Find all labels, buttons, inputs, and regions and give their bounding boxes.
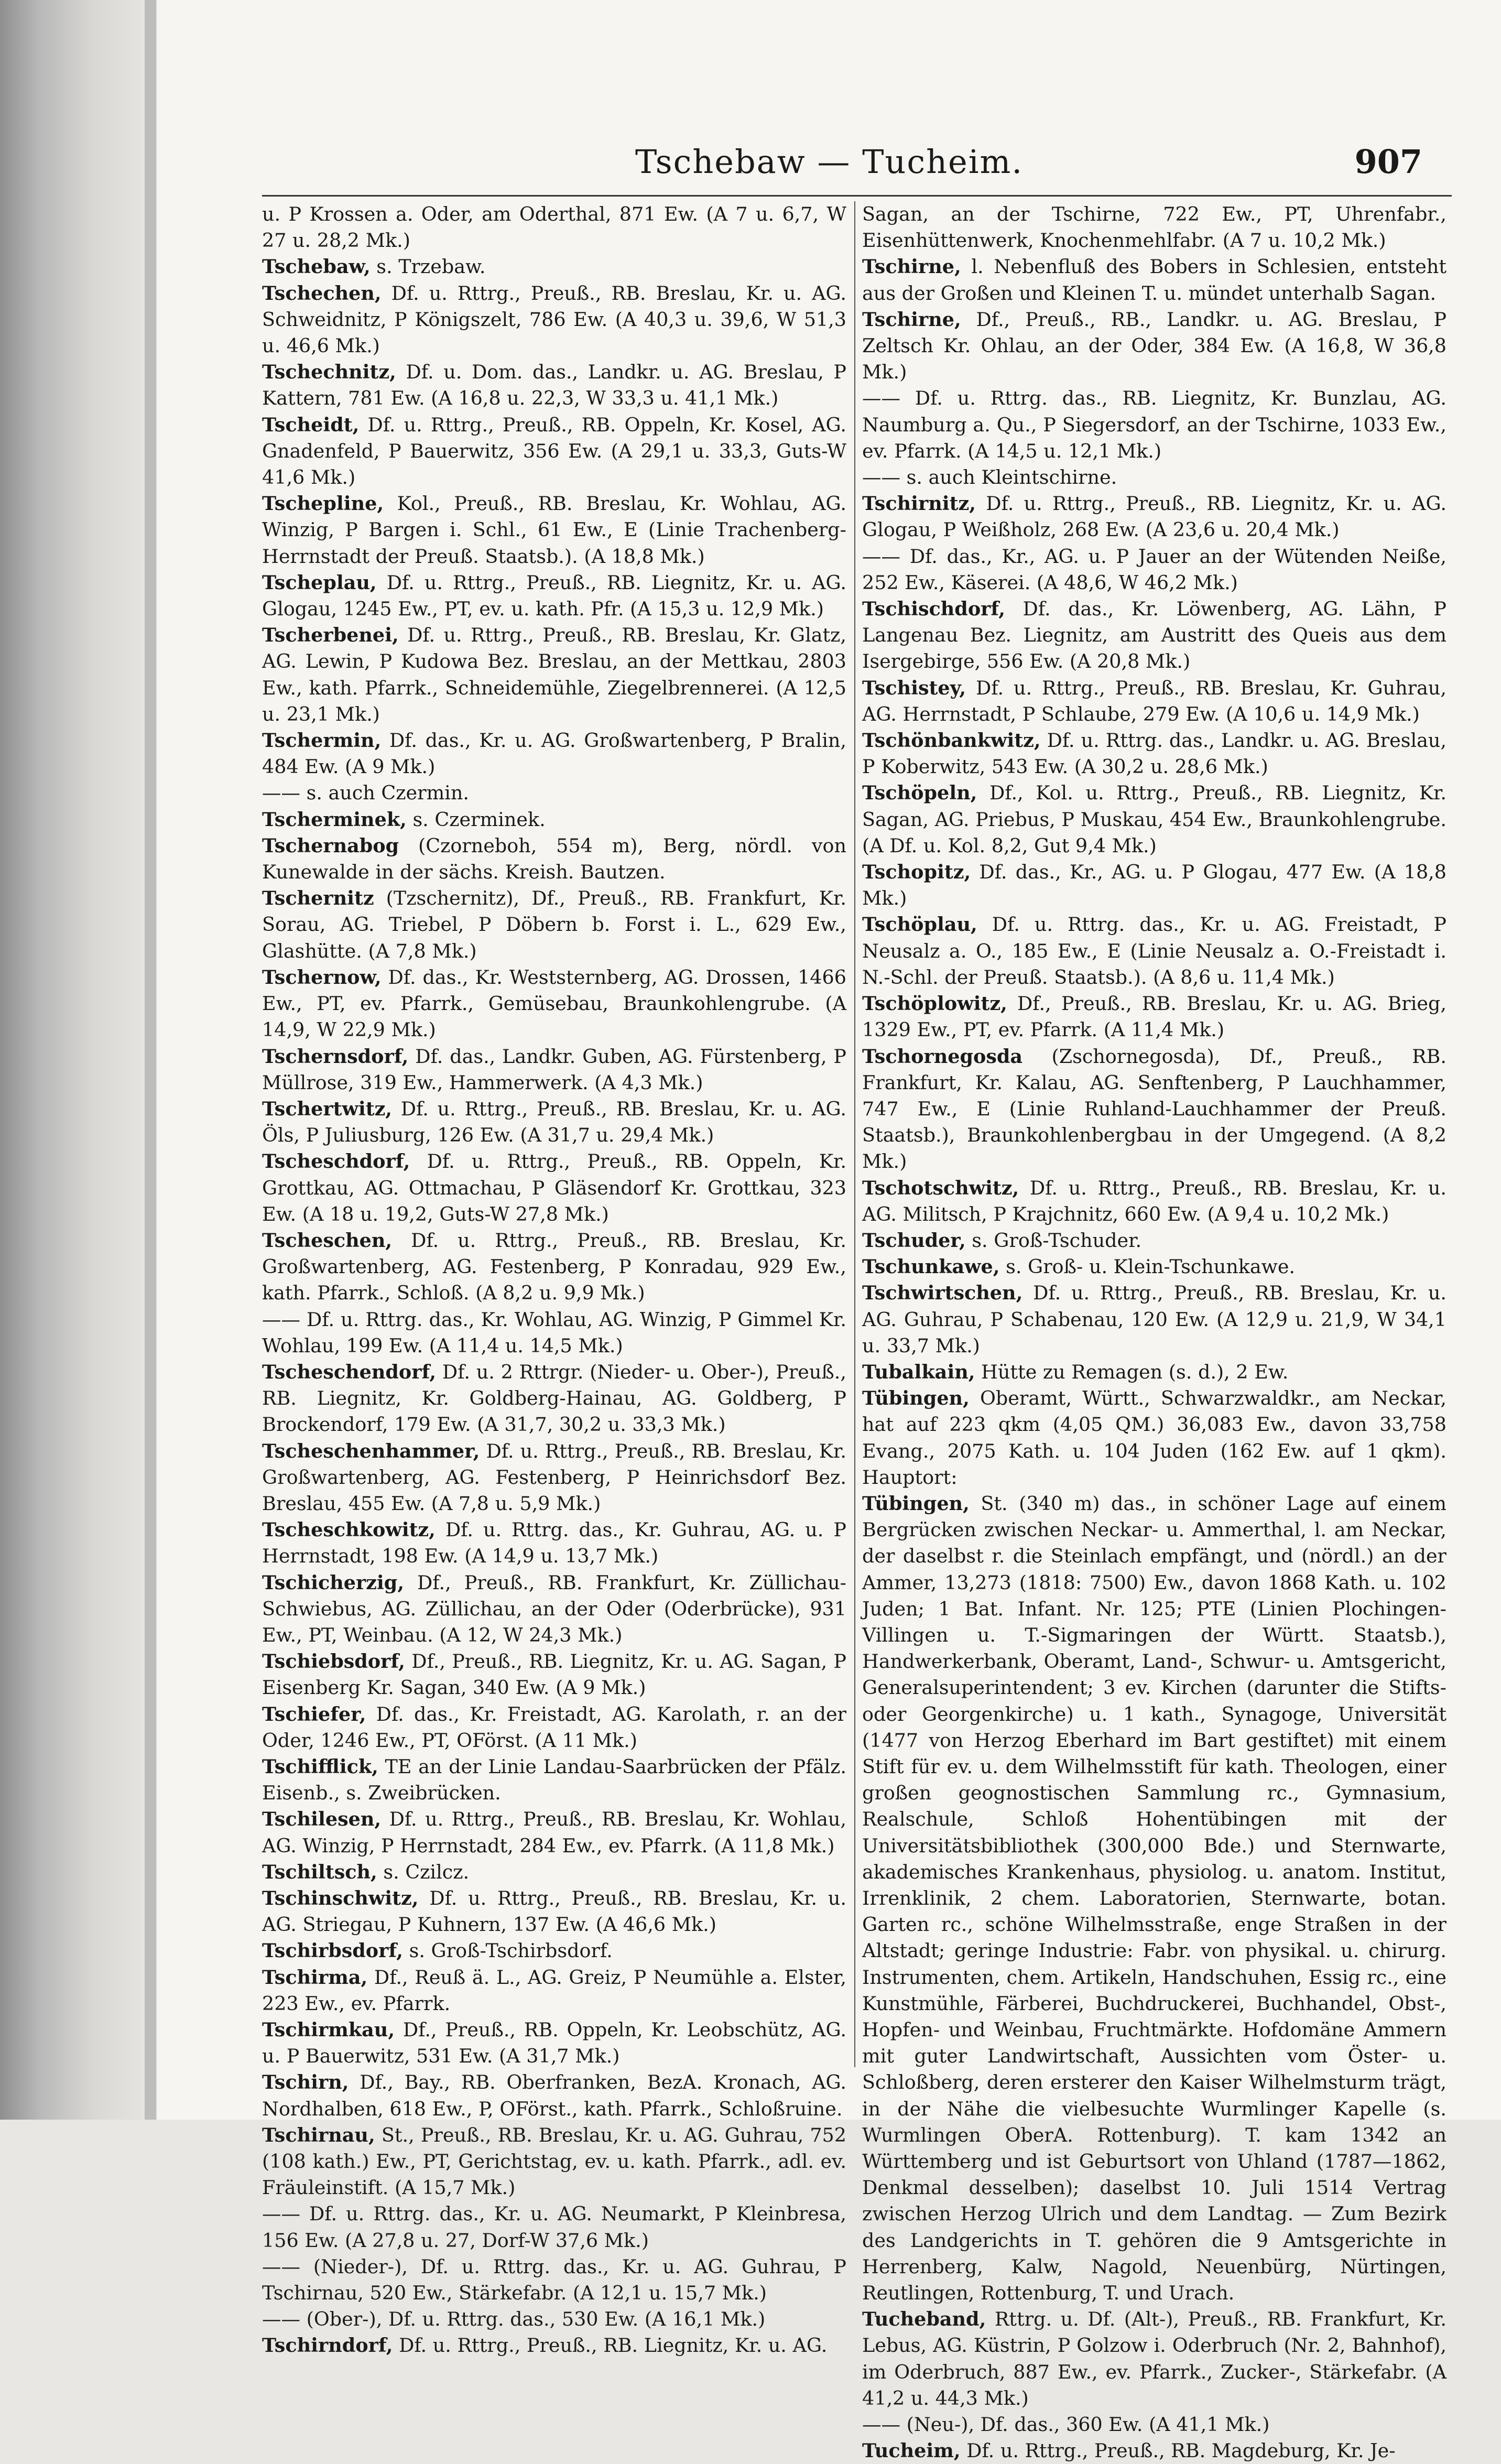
- gazetteer-entry: [262, 1806, 846, 1859]
- entry-text: Df. u. Dom. das., Landkr. u. AG. Breslau, P Kattern, 781 Ew. (A 16,8 u. 22,3, W 33,3 u. 41,1 Mk.): [262, 361, 846, 410]
- entry-headword: Tschechnitz,: [262, 361, 396, 384]
- entry-headword: Tübingen,: [862, 1492, 970, 1515]
- entry-text: s. Groß-Tschirbsdorf.: [409, 1939, 613, 1962]
- entry-headword: Tschirn,: [262, 2071, 349, 2094]
- gazetteer-entry: [862, 2412, 1446, 2438]
- entry-headword: Tschopitz,: [862, 861, 971, 884]
- gazetteer-entry: [262, 1648, 846, 1701]
- entry-text: —— (Ober-), Df. u. Rttrg. das., 530 Ew. (A 16,1 Mk.): [262, 2308, 766, 2331]
- entry-headword: Tschernow,: [262, 965, 382, 989]
- entry-text: Sagan, an der Tschirne, 722 Ew., PT, Uhrenfabr., Eisenhüttenwerk, Knochenmehlfabr. (A 7 u. 10,2 Mk.): [862, 203, 1446, 252]
- entry-text: —— s. auch Czermin.: [262, 781, 469, 805]
- entry-text: Df. u. Rttrg. das., Kr. Guhrau, AG. u. P Herrnstadt, 198 Ew. (A 14,9 u. 13,7 Mk.): [262, 1518, 846, 1568]
- gazetteer-entry: [262, 1359, 846, 1438]
- gazetteer-entry: [262, 622, 846, 728]
- entry-headword: Tschiltsch,: [262, 1860, 377, 1883]
- entry-headword: Tschirne,: [862, 255, 961, 278]
- entry-text: Df., Kol. u. Rttrg., Preuß., RB. Liegnitz, Kr. Sagan, AG. Priebus, P Muskau, 454 Ew., Braunkohlengrube. (A Df. u. Kol. 8,2, Gut 9,4 Mk.): [862, 781, 1446, 857]
- entry-headword: Tschiefer,: [262, 1702, 366, 1725]
- gazetteer-entry: [262, 1148, 846, 1228]
- gazetteer-entry: [862, 596, 1446, 675]
- entry-text: Df. u. Rttrg., Preuß., RB. Breslau, Kr. Glatz, AG. Lewin, P Kudowa Bez. Breslau, an der Mettkau, 2803 Ew., kath. Pfarrk., Schneidemühle, Ziegelbrennerei. (A 12,5 u. 23,1 Mk.): [262, 624, 847, 725]
- gazetteer-entry: [262, 833, 846, 885]
- entry-headword: Tscheschdorf,: [262, 1150, 410, 1173]
- entry-text: Df. u. Rttrg., Preuß., RB. Breslau, Kr. Guhrau, AG. Herrnstadt, P Schlaube, 279 Ew. (A 10,6 u. 14,9 Mk.): [862, 676, 1446, 725]
- gazetteer-entry: [262, 280, 846, 360]
- gazetteer-entry: [862, 859, 1446, 911]
- right-column: [862, 201, 1447, 2462]
- entry-headword: Tubalkain,: [862, 1360, 975, 1383]
- entry-text: Df. u. Rttrg., Preuß., RB. Breslau, Kr. Wohlau, AG. Winzig, P Herrnstadt, 284 Ew., ev. Pfarrk. (A 11,8 Mk.): [262, 1808, 846, 1857]
- entry-headword: Tschirbsdorf,: [262, 1939, 403, 1962]
- gazetteer-entry: [862, 385, 1446, 464]
- gazetteer-entry: [262, 885, 846, 964]
- entry-text: Df. u. Rttrg., Preuß., RB. Magdeburg, Kr. Je-: [966, 2439, 1396, 2462]
- entry-headword: Tschernabog: [262, 834, 399, 857]
- gazetteer-entry: [262, 1517, 846, 1569]
- entry-text: Df. u. Rttrg., Preuß., RB. Breslau, Kr. Großwartenberg, AG. Festenberg, P Heinrichsdorf Bez. Breslau, 455 Ew. (A 7,8 u. 5,9 Mk.): [262, 1439, 846, 1515]
- header-rule: [262, 195, 1452, 197]
- running-head: Tschebaw — Tucheim.: [635, 143, 1024, 181]
- entry-text: l. Nebenfluß des Bobers in Schlesien, entsteht aus der Großen und Kleinen T. u. mündet unterhalb Sagan.: [862, 255, 1446, 305]
- gazetteer-entry: [262, 2122, 846, 2201]
- gazetteer-entry: [862, 2306, 1446, 2412]
- entry-text: Df. u. Rttrg., Preuß., RB. Breslau, Kr. u. AG. Schweidnitz, P Königszelt, 786 Ew. (A 40,3 u. 39,6, W 51,3 u. 46,6 Mk.): [262, 281, 846, 357]
- gazetteer-entry: [862, 491, 1446, 543]
- entry-headword: Tschuder,: [862, 1229, 966, 1252]
- entry-text: Df. u. Rttrg., Preuß., RB. Oppeln, Kr. Kosel, AG. Gnadenfeld, P Bauerwitz, 356 Ew. (A 29,1 u. 33,3, Guts-W 41,6 Mk.): [262, 413, 847, 489]
- gazetteer-entry: [862, 911, 1446, 991]
- gazetteer-entry: [262, 1438, 846, 1517]
- scan-margin: [0, 0, 157, 2120]
- gazetteer-entry: [862, 544, 1446, 596]
- entry-headword: Tschechen,: [262, 281, 382, 305]
- entry-text: Df., Preuß., RB., Landkr. u. AG. Breslau, P Zeltsch Kr. Ohlau, an der Oder, 384 Ew. (A 16,8, W 36,8 Mk.): [862, 308, 1447, 384]
- entry-text: Df. u. 2 Rttrgr. (Nieder- u. Ober-), Preuß., RB. Liegnitz, Kr. Goldberg-Hainau, AG. Goldberg, P Brockendorf, 179 Ew. (A 31,7, 30,2 u. 33,3 Mk.): [262, 1360, 846, 1436]
- gazetteer-entry: [862, 1280, 1446, 1359]
- entry-headword: Tscheschen,: [262, 1229, 393, 1252]
- entry-text: u. P Krossen a. Oder, am Oderthal, 871 Ew. (A 7 u. 6,7, W 27 u. 28,2 Mk.): [262, 203, 846, 252]
- gazetteer-entry: [262, 491, 846, 570]
- entry-headword: Tscheschenhammer,: [262, 1439, 480, 1462]
- gazetteer-entry: [262, 1096, 846, 1148]
- entry-text: s. Czerminek.: [412, 808, 546, 831]
- entry-text: TE an der Linie Landau-Saarbrücken der Pfälz. Eisenb., s. Zweibrücken.: [262, 1755, 846, 1805]
- entry-headword: Tschistey,: [862, 676, 966, 699]
- entry-headword: Tschischdorf,: [862, 598, 1006, 621]
- entry-text: Df. u. Rttrg., Preuß., RB. Liegnitz, Kr. u. AG.: [399, 2334, 828, 2357]
- entry-headword: Tschöpeln,: [862, 781, 977, 805]
- entry-headword: Tschebaw,: [262, 255, 371, 278]
- entry-headword: Tschernsdorf,: [262, 1045, 409, 1068]
- entry-headword: Tübingen,: [862, 1387, 970, 1410]
- entry-text: Df. u. Rttrg., Preuß., RB. Oppeln, Kr. Grottkau, AG. Ottmachau, P Gläsendorf Kr. Grottkau, 323 Ew. (A 18 u. 19,2, Guts-W 27,8 Mk.): [262, 1150, 846, 1225]
- entry-text: Df. u. Rttrg., Preuß., RB. Breslau, Kr. u. AG. Militsch, P Krajchnitz, 660 Ew. (A 9,4 u. 10,2 Mk.): [862, 1176, 1446, 1225]
- entry-text: (Zschornegosda), Df., Preuß., RB. Frankfurt, Kr. Kalau, AG. Senftenberg, P Lauchhammer, 747 Ew., E (Linie Ruhland-Lauchhammer der Preuß. Staatsb.), Braunkohlenbergbau in der Umgegend. (A 8,2 Mk.): [862, 1045, 1446, 1173]
- left-column: [262, 201, 847, 2357]
- entry-text: Df., Preuß., RB. Oppeln, Kr. Leobschütz, AG. u. P Bauerwitz, 531 Ew. (A 31,7 Mk.): [262, 2018, 846, 2068]
- entry-headword: Tucheim,: [862, 2439, 961, 2462]
- entry-headword: Tschicherzig,: [262, 1571, 405, 1594]
- gazetteer-entry: [262, 201, 846, 254]
- gazetteer-entry: [862, 1385, 1446, 1491]
- gazetteer-entry: [262, 570, 846, 622]
- gazetteer-entry: [262, 2254, 846, 2306]
- entry-headword: Tschirne,: [862, 308, 961, 331]
- entry-text: Df., Reuß ä. L., AG. Greiz, P Neumühle a. Elster, 223 Ew., ev. Pfarrk.: [262, 1966, 846, 2015]
- entry-text: —— Df. u. Rttrg. das., Kr. u. AG. Neumarkt, P Kleinbresa, 156 Ew. (A 27,8 u. 27, Dorf-W 37,6 Mk.): [262, 2202, 846, 2252]
- entry-text: Rttrg. u. Df. (Alt-), Preuß., RB. Frankfurt, Kr. Lebus, AG. Küstrin, P Golzow i. Oderbruch (Nr. 2, Bahnhof), im Oderbruch, 887 Ew., ev. Pfarrk., Zucker-, Stärkefabr. (A 41,2 u. 44,3 Mk.): [862, 2308, 1446, 2409]
- entry-headword: Tschernitz: [262, 887, 374, 910]
- gazetteer-entry: [262, 2201, 846, 2253]
- entry-headword: Tscheschkowitz,: [262, 1518, 436, 1542]
- entry-text: s. Czilcz.: [383, 1860, 470, 1883]
- gazetteer-entry: [862, 728, 1446, 780]
- gazetteer-entry: [262, 728, 846, 780]
- gazetteer-entry: [262, 254, 846, 280]
- entry-text: Df. u. Rttrg. das., Kr. u. AG. Freistadt, P Neusalz a. O., 185 Ew., E (Linie Neusalz a. O.-Freistadt i. N.-Schl. der Preuß. Staatsb.). (A 8,6 u. 11,4 Mk.): [862, 913, 1446, 989]
- entry-text: St. (340 m) das., in schöner Lage auf einem Bergrücken zwischen Neckar- u. Ammerthal, l. am Neckar, der daselbst r. die Steinlach empfängt, und (nördl.) an der Ammer, 13,273 (1818: 7500) Ew., davon 1868 Kath. u. 102 Juden; 1 Bat. Infant. Nr. 125; PTE (Linien Plochingen-Villingen u. T.-Sigmaringen der Württ. Staatsb.), Handwerkerbank, Oberamt, Land-, Schwur- u. Amtsgericht, Generalsuperintendent; 3 ev. Kirchen (darunter die Stifts- oder Georgenkirche) u. 1 kath., Synagoge, Universität (1477 von Herzog Eberhard im Bart gestiftet) mit einem Stift für ev. u. dem Wilhelmsstift für kath. Theologen, einer großen geognostischen Sammlung rc., Gymnasium, Realschule, Schloß Hohentübingen mit der Universitätsbibliothek (300,000 Bde.) und Sternwarte, akademisches Krankenhaus, physiolog. u. anatom. Institut, Irrenklinik, 2 chem. Laboratorien, Sternwarte, botan. Garten rc., schöne Wilhelmsstraße, enge Straßen in der Altstadt; geringe Industrie: Fabr. von physikal. u. chirurg. Instrumenten, chem. Artikeln, Handschuhen, Essig rc., eine Kunstmühle, Färberei, Buchdruckerei, Buchhandel, Obst-, Hopfen- und Weinbau, Fruchtmärkte. Hofdomäne Ammern mit guter Landwirtschaft, Aussichten vom Öster- u. Schloßberg, deren ersterer den Kaiser Wilhelmsturm trägt, in der Nähe die vielbesuchte Wurmlinger Kapelle (s. Wurmlingen OberA. Rottenburg). T. kam 1342 an Württemberg und ist Geburtsort von Uhland (1787—1862, Denkmal desselben); daselbst 10. Juli 1514 Vertrag zwischen Herzog Ulrich und dem Landtag. — Zum Bezirk des Landgerichts in T. gehören die 9 Amtsgerichte in Herrenberg, Kalw, Nagold, Neuenbürg, Nürtingen, Reutlingen, Rottenburg, T. und Urach.: [862, 1492, 1446, 2305]
- page-number: 907: [1354, 143, 1422, 181]
- gazetteer-entry: [262, 1570, 846, 1649]
- entry-text: Df. das., Kr., AG. u. P Glogau, 477 Ew. (A 18,8 Mk.): [862, 861, 1446, 910]
- entry-text: St., Preuß., RB. Breslau, Kr. u. AG. Guhrau, 752 (108 kath.) Ew., PT, Gerichtstag, ev. u. kath. Pfarrk., adl. ev. Fräuleinstift. (A 15,7 Mk.): [262, 2123, 847, 2199]
- gazetteer-page: [157, 0, 1501, 2462]
- gazetteer-entry: [862, 1359, 1446, 1385]
- entry-text: Df., Preuß., RB. Liegnitz, Kr. u. AG. Sagan, P Eisenberg Kr. Sagan, 340 Ew. (A 9 Mk.): [262, 1650, 846, 1699]
- entry-headword: Tschöplau,: [862, 913, 977, 936]
- entry-text: Df. u. Rttrg., Preuß., RB. Breslau, Kr. u. AG. Guhrau, P Schabenau, 120 Ew. (A 12,9 u. 21,9, W 34,1 u. 33,7 Mk.): [862, 1282, 1446, 1357]
- entry-text: s. Groß-Tschuder.: [972, 1229, 1142, 1252]
- entry-text: Df. das., Kr. Löwenberg, AG. Lähn, P Langenau Bez. Liegnitz, am Austritt des Queis aus dem Isergebirge, 556 Ew. (A 20,8 Mk.): [862, 598, 1446, 673]
- gazetteer-entry: [262, 1044, 846, 1096]
- gazetteer-entry: [862, 464, 1446, 491]
- entry-text: —— Df. das., Kr., AG. u. P Jauer an der Wütenden Neiße, 252 Ew., Käserei. (A 48,6, W 46,2 Mk.): [862, 545, 1446, 594]
- entry-headword: Tscherbenei,: [262, 624, 399, 647]
- entry-headword: Tschifflick,: [262, 1755, 378, 1778]
- gazetteer-entry: [262, 1228, 846, 1307]
- entry-headword: Tscheschendorf,: [262, 1360, 437, 1383]
- entry-headword: Tschepline,: [262, 492, 384, 515]
- entry-headword: Tschirma,: [262, 1966, 368, 1989]
- entry-headword: Tschiebsdorf,: [262, 1650, 405, 1673]
- entry-headword: Tschönbankwitz,: [862, 729, 1041, 752]
- gazetteer-entry: [262, 1885, 846, 1938]
- entry-text: Kol., Preuß., RB. Breslau, Kr. Wohlau, AG. Winzig, P Bargen i. Schl., 61 Ew., E (Linie Trachenberg-Herrnstadt der Preuß. Staatsb.). (A 18,8 Mk.): [262, 492, 846, 568]
- gazetteer-entry: [862, 1254, 1446, 1280]
- gazetteer-entry: [862, 1044, 1446, 1175]
- entry-text: —— (Nieder-), Df. u. Rttrg. das., Kr. u. AG. Guhrau, P Tschirnau, 520 Ew., Stärkefabr. (A 12,1 u. 15,7 Mk.): [262, 2255, 846, 2305]
- entry-headword: Tschilesen,: [262, 1808, 382, 1831]
- gazetteer-entry: [862, 1228, 1446, 1254]
- entry-text: (Tzschernitz), Df., Preuß., RB. Frankfurt, Kr. Sorau, AG. Triebel, P Döbern b. Forst i. L., 629 Ew., Glashütte. (A 7,8 Mk.): [262, 887, 846, 962]
- entry-headword: Tschunkawe,: [862, 1255, 1000, 1278]
- entry-headword: Tschermin,: [262, 729, 382, 752]
- gazetteer-entry: [862, 2438, 1446, 2464]
- entry-text: Oberamt, Württ., Schwarzwaldkr., am Neckar, hat auf 223 qkm (4,05 QM.) 36,083 Ew., davon 33,758 Evang., 2075 Kath. u. 104 Juden (162 Ew. auf 1 qkm). Hauptort:: [862, 1387, 1446, 1489]
- entry-headword: Tschirndorf,: [262, 2334, 393, 2357]
- gazetteer-entry: [262, 1859, 846, 1885]
- gazetteer-entry: [862, 201, 1446, 254]
- entry-text: —— Df. u. Rttrg. das., Kr. Wohlau, AG. Winzig, P Gimmel Kr. Wohlau, 199 Ew. (A 11,4 u. 14,5 Mk.): [262, 1308, 846, 1357]
- gazetteer-entry: [862, 1175, 1446, 1228]
- entry-headword: Tschirnau,: [262, 2123, 375, 2146]
- entry-headword: Tschornegosda: [862, 1045, 1023, 1068]
- gazetteer-entry: [862, 307, 1446, 386]
- entry-headword: Tscheplau,: [262, 571, 377, 594]
- gazetteer-entry: [862, 254, 1446, 306]
- entry-text: Df. u. Rttrg., Preuß., RB. Breslau, Kr. Großwartenberg, AG. Festenberg, P Konradau, 929 Ew., kath. Pfarrk., Schloß. (A 8,2 u. 9,9 Mk.): [262, 1229, 846, 1305]
- gazetteer-entry: [262, 1307, 846, 1359]
- gazetteer-entry: [262, 2069, 846, 2122]
- entry-text: Df. das., Kr. Weststernberg, AG. Drossen, 1466 Ew., PT, ev. Pfarrk., Gemüsebau, Braunkohlengrube. (A 14,9, W 22,9 Mk.): [262, 965, 846, 1041]
- entry-text: —— (Neu-), Df. das., 360 Ew. (A 41,1 Mk.): [862, 2413, 1270, 2436]
- entry-headword: Tschöplowitz,: [862, 992, 1007, 1015]
- gazetteer-entry: [262, 807, 846, 833]
- gazetteer-entry: [262, 1964, 846, 2017]
- entry-text: Df., Bay., RB. Oberfranken, BezA. Kronach, AG. Nordhalben, 618 Ew., P, OFörst., kath. Pfarrk., Schloßruine.: [262, 2071, 847, 2120]
- gazetteer-entry: [862, 675, 1446, 728]
- entry-headword: Tschotschwitz,: [862, 1176, 1019, 1199]
- gazetteer-entry: [262, 1938, 846, 1964]
- entry-headword: Tscheidt,: [262, 413, 360, 436]
- gazetteer-entry: [262, 359, 846, 411]
- entry-headword: Tschirmkau,: [262, 2018, 395, 2042]
- gazetteer-entry: [262, 780, 846, 806]
- gazetteer-entry: [262, 2017, 846, 2069]
- entry-text: —— Df. u. Rttrg. das., RB. Liegnitz, Kr. Bunzlau, AG. Naumburg a. Qu., P Siegersdorf, an der Tschirne, 1033 Ew., ev. Pfarrk. (A 14,5 u. 12,1 Mk.): [862, 387, 1446, 462]
- gazetteer-entry: [862, 780, 1446, 859]
- entry-text: Df. u. Rttrg., Preuß., RB. Liegnitz, Kr. u. AG. Glogau, P Weißholz, 268 Ew. (A 23,6 u. 20,4 Mk.): [862, 492, 1446, 541]
- entry-headword: Tucheband,: [862, 2308, 986, 2331]
- entry-text: Df. u. Rttrg. das., Landkr. u. AG. Breslau, P Koberwitz, 543 Ew. (A 30,2 u. 28,6 Mk.): [862, 729, 1446, 778]
- entry-text: s. Trzebaw.: [376, 255, 486, 278]
- entry-text: Df. das., Landkr. Guben, AG. Fürstenberg, P Müllrose, 319 Ew., Hammerwerk. (A 4,3 Mk.): [262, 1045, 846, 1094]
- entry-text: Df. u. Rttrg., Preuß., RB. Liegnitz, Kr. u. AG. Glogau, 1245 Ew., PT, ev. u. kath. Pfr. (A 15,3 u. 12,9 Mk.): [262, 571, 846, 621]
- gazetteer-entry: [862, 991, 1446, 1043]
- gazetteer-entry: [262, 1701, 846, 1754]
- entry-text: s. Groß- u. Klein-Tschunkawe.: [1006, 1255, 1296, 1278]
- entry-text: Df., Preuß., RB. Frankfurt, Kr. Züllichau-Schwiebus, AG. Züllichau, an der Oder (Oderbrücke), 931 Ew., PT, Weinbau. (A 12, W 24,3 Mk.): [262, 1571, 846, 1646]
- gazetteer-entry: [262, 964, 846, 1044]
- entry-text: Df. das., Kr. u. AG. Großwartenberg, P Bralin, 484 Ew. (A 9 Mk.): [262, 729, 846, 778]
- entry-text: Df. u. Rttrg., Preuß., RB. Breslau, Kr. u. AG. Striegau, P Kuhnern, 137 Ew. (A 46,6 Mk.): [262, 1887, 846, 1936]
- entry-text: Df. das., Kr. Freistadt, AG. Karolath, r. an der Oder, 1246 Ew., PT, OFörst. (A 11 Mk.): [262, 1702, 846, 1752]
- entry-text: Hütte zu Remagen (s. d.), 2 Ew.: [981, 1360, 1289, 1383]
- column-divider: [854, 201, 855, 2067]
- entry-text: (Czorneboh, 554 m), Berg, nördl. von Kunewalde in der sächs. Kreish. Bautzen.: [262, 834, 846, 884]
- entry-text: —— s. auch Kleintschirne.: [862, 466, 1117, 489]
- gazetteer-entry: [262, 2306, 846, 2332]
- entry-headword: Tschinschwitz,: [262, 1887, 419, 1909]
- entry-headword: Tschirnitz,: [862, 492, 976, 515]
- gazetteer-entry: [262, 2332, 846, 2359]
- entry-headword: Tscherminek,: [262, 808, 407, 831]
- gazetteer-entry: [862, 1491, 1446, 2306]
- entry-headword: Tschwirtschen,: [862, 1282, 1023, 1305]
- binding-shadow: [145, 0, 156, 2120]
- entry-text: Df., Preuß., RB. Breslau, Kr. u. AG. Brieg, 1329 Ew., PT, ev. Pfarrk. (A 11,4 Mk.): [862, 992, 1446, 1041]
- entry-text: Df. u. Rttrg., Preuß., RB. Breslau, Kr. u. AG. Öls, P Juliusburg, 126 Ew. (A 31,7 u. 29,4 Mk.): [262, 1097, 846, 1147]
- gazetteer-entry: [262, 1754, 846, 1806]
- entry-headword: Tschertwitz,: [262, 1097, 393, 1120]
- gazetteer-entry: [262, 412, 846, 491]
